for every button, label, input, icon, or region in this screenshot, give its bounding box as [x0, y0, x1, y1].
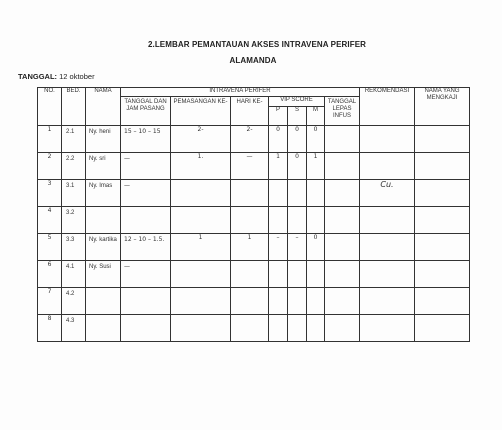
vip-p-cell: [269, 261, 288, 288]
ward-name: ALAMANDA: [229, 56, 277, 65]
header-intravena-perifer: INTRAVENA PERIFER: [121, 88, 360, 97]
date-line: [18, 72, 95, 81]
rekomendasi-cell: [360, 207, 415, 234]
nama-mengkaji-cell: [415, 126, 470, 153]
header-tanggal-pasang: TANGGAL DAN JAM PASANG: [121, 97, 171, 126]
tanggal-pasang-cell: 12 – 10 – 1.5.: [121, 234, 171, 261]
nama-mengkaji-cell: [415, 153, 470, 180]
bed-number-cell: 4.3: [62, 315, 86, 342]
vip-m-cell: [307, 180, 325, 207]
patient-name-cell: Ny. Imas: [86, 180, 121, 207]
row-number-cell: 7: [38, 288, 62, 315]
rekomendasi-cell: [360, 126, 415, 153]
header-pemasangan: PEMASANGAN KE-: [171, 97, 231, 126]
nama-mengkaji-cell: [415, 261, 470, 288]
header-vip-score: VIP SCORE: [269, 97, 325, 107]
header-no: NO.: [38, 88, 62, 126]
header-hari: HARI KE-: [231, 97, 269, 126]
pemasangan-ke-cell: 1: [171, 234, 231, 261]
header-rekomendasi: REKOMENDASI: [360, 88, 415, 126]
bed-number-cell: 2.2: [62, 153, 86, 180]
tanggal-lepas-cell: [325, 153, 360, 180]
vip-m-cell: 0: [307, 234, 325, 261]
nama-mengkaji-cell: [415, 180, 470, 207]
rekomendasi-cell: Cu.: [360, 180, 415, 207]
rekomendasi-cell: [360, 315, 415, 342]
hari-ke-cell: [231, 315, 269, 342]
vip-m-cell: [307, 261, 325, 288]
hari-ke-cell: [231, 288, 269, 315]
hari-ke-cell: [231, 207, 269, 234]
bed-number-cell: 3.3: [62, 234, 86, 261]
nama-mengkaji-cell: [415, 315, 470, 342]
table-row: [38, 261, 470, 288]
row-number-cell: 2: [38, 153, 62, 180]
tanggal-lepas-cell: [325, 288, 360, 315]
patient-name-cell: [86, 288, 121, 315]
tanggal-pasang-cell: [121, 207, 171, 234]
vip-s-cell: [288, 288, 307, 315]
vip-s-cell: 0: [288, 153, 307, 180]
table-row: [38, 153, 470, 180]
header-vip-m: M: [307, 107, 325, 126]
vip-s-cell: [288, 315, 307, 342]
rekomendasi-cell: [360, 234, 415, 261]
bed-number-cell: 4.2: [62, 288, 86, 315]
tanggal-pasang-cell: —: [121, 261, 171, 288]
header-nama-mengkaji: NAMA YANG MENGKAJI: [415, 88, 470, 126]
row-number-cell: 3: [38, 180, 62, 207]
header-nama: NAMA: [86, 88, 121, 126]
monitoring-table: [37, 87, 470, 342]
tanggal-lepas-cell: [325, 234, 360, 261]
pemasangan-ke-cell: [171, 261, 231, 288]
hari-ke-cell: 2-: [231, 126, 269, 153]
vip-p-cell: [269, 207, 288, 234]
document-title: 2.LEMBAR PEMANTAUAN AKSES INTRAVENA PERIFER: [147, 40, 367, 49]
table-row: [38, 288, 470, 315]
tanggal-lepas-cell: [325, 126, 360, 153]
vip-p-cell: –: [269, 234, 288, 261]
tanggal-lepas-cell: [325, 315, 360, 342]
vip-p-cell: [269, 315, 288, 342]
vip-p-cell: 1: [269, 153, 288, 180]
pemasangan-ke-cell: [171, 207, 231, 234]
vip-p-cell: [269, 288, 288, 315]
vip-s-cell: [288, 261, 307, 288]
rekomendasi-cell: [360, 288, 415, 315]
bed-number-cell: 3.2: [62, 207, 86, 234]
table-row: [38, 315, 470, 342]
hari-ke-cell: —: [231, 153, 269, 180]
row-number-cell: 4: [38, 207, 62, 234]
patient-name-cell: Ny. kartika: [86, 234, 121, 261]
hari-ke-cell: 1: [231, 234, 269, 261]
header-vip-p: P: [269, 107, 288, 126]
row-number-cell: 8: [38, 315, 62, 342]
vip-m-cell: 1: [307, 153, 325, 180]
pemasangan-ke-cell: [171, 315, 231, 342]
row-number-cell: 6: [38, 261, 62, 288]
bed-number-cell: 2.1: [62, 126, 86, 153]
row-number-cell: 1: [38, 126, 62, 153]
tanggal-lepas-cell: [325, 207, 360, 234]
row-number-cell: 5: [38, 234, 62, 261]
tanggal-pasang-cell: [121, 288, 171, 315]
rekomendasi-cell: [360, 261, 415, 288]
vip-m-cell: [307, 315, 325, 342]
rekomendasi-cell: [360, 153, 415, 180]
bed-number-cell: 4.1: [62, 261, 86, 288]
table-row: [38, 207, 470, 234]
vip-s-cell: –: [288, 234, 307, 261]
pemasangan-ke-cell: 1.: [171, 153, 231, 180]
tanggal-pasang-cell: —: [121, 180, 171, 207]
vip-p-cell: 0: [269, 126, 288, 153]
vip-s-cell: [288, 207, 307, 234]
table-row: [38, 180, 470, 207]
tanggal-lepas-cell: [325, 261, 360, 288]
table-row: [38, 234, 470, 261]
patient-name-cell: Ny. heni: [86, 126, 121, 153]
header-bed: BED.: [62, 88, 86, 126]
patient-name-cell: Ny. sri: [86, 153, 121, 180]
pemasangan-ke-cell: [171, 288, 231, 315]
header-tanggal-lepas: TANGGAL LEPAS INFUS: [325, 97, 360, 126]
pemasangan-ke-cell: [171, 180, 231, 207]
patient-name-cell: [86, 207, 121, 234]
tanggal-pasang-cell: —: [121, 153, 171, 180]
patient-name-cell: [86, 315, 121, 342]
vip-m-cell: 0: [307, 126, 325, 153]
nama-mengkaji-cell: [415, 207, 470, 234]
vip-s-cell: 0: [288, 126, 307, 153]
hari-ke-cell: [231, 180, 269, 207]
hari-ke-cell: [231, 261, 269, 288]
vip-s-cell: [288, 180, 307, 207]
nama-mengkaji-cell: [415, 288, 470, 315]
date-label: TANGGAL:: [18, 72, 58, 81]
bed-number-cell: 3.1: [62, 180, 86, 207]
table-row: [38, 126, 470, 153]
tanggal-pasang-cell: [121, 315, 171, 342]
date-value: 12 oktober: [59, 72, 95, 81]
tanggal-lepas-cell: [325, 180, 360, 207]
header-vip-s: S: [288, 107, 307, 126]
vip-p-cell: [269, 180, 288, 207]
tanggal-pasang-cell: 15 – 10 – 15: [121, 126, 171, 153]
vip-m-cell: [307, 207, 325, 234]
vip-m-cell: [307, 288, 325, 315]
nama-mengkaji-cell: [415, 234, 470, 261]
pemasangan-ke-cell: 2-: [171, 126, 231, 153]
patient-name-cell: Ny. Susi: [86, 261, 121, 288]
